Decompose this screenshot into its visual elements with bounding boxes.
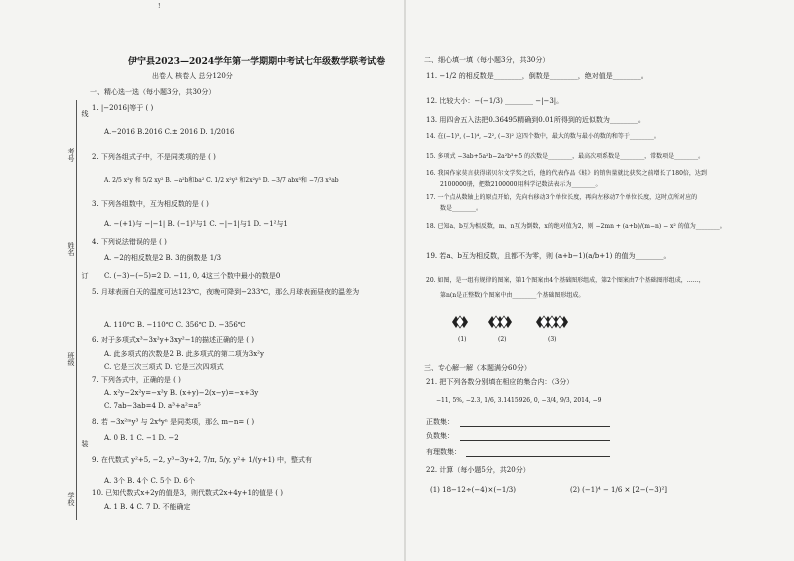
binding-line	[76, 100, 77, 520]
figure-3-label: (3)	[548, 336, 557, 343]
question-21: 21. 把下列各数分别填在相应的集合内：（3分）	[426, 378, 574, 386]
question-1: 1. |−2016|等于 ( )	[92, 104, 154, 112]
binding-class: 班级	[67, 352, 75, 366]
question-10-options: A. 1 B. 4 C. 7 D. 不能确定	[104, 503, 191, 511]
question-3: 3. 下列各组数中，互为相反数的是 ( )	[92, 200, 209, 208]
page-fold	[404, 0, 406, 561]
question-2: 2. 下列各组式子中，不是同类项的是 ( )	[92, 153, 216, 161]
question-4: 4. 下列说法错误的是 ( )	[92, 238, 167, 246]
question-7-options-ab: A. x²y−2x²y=−x²y B. (x+y)−2(x−y)=−x+3y	[104, 389, 259, 397]
binding-name: 姓名	[67, 242, 75, 256]
question-4-options-cd: C. (−3)−(−5)=2 D. −11, 0, 4这三个数中最小的数是0	[104, 272, 281, 280]
question-20-line-1: 20. 如图，是一组有规律的图案，第1个图案由4个基础图形组成，第2个图案由7个基础图形组成，……，	[426, 277, 705, 284]
question-2-options: A. 2/5 x²y 和 5/2 xy² B. −a²b和ba² C. 1/2 x²y³ 和2x²y³ D. −3/7 abx³和 −7/3 x³ab	[104, 177, 339, 184]
question-22-part-2: (2) (−1)⁴ − 1/6 × [2−(−3)²]	[570, 486, 667, 494]
positive-set-answer-line	[460, 426, 610, 427]
question-22-part-1: (1) 18−12÷(−4)×(−1/3)	[430, 486, 516, 494]
positive-set-label: 正数集：	[426, 418, 454, 426]
binding-seal-char: 装	[81, 440, 89, 447]
binding-exam-no: 考号	[67, 148, 75, 162]
question-5-options: A. 110℃ B. −110℃ C. 356℃ D. −356℃	[104, 321, 246, 329]
negative-set-label: 负数集：	[426, 432, 454, 440]
question-10: 10. 已知代数式x+2y的值是3，则代数式2x+4y+1的值是 ( )	[92, 489, 283, 497]
question-17-line-2: 数是________。	[440, 205, 483, 212]
section-1-heading: 一、精心选一选（每小题3分，共30分）	[90, 88, 216, 96]
figure-1-label: (1)	[458, 336, 467, 343]
question-6-options-cd: C. 它是三次三项式 D. 它是三次四项式	[104, 363, 224, 371]
question-12: 12. 比较大小：−(−1/3) ________ −|−3|。	[426, 97, 564, 105]
question-4-options-ab: A. −2的相反数是2 B. 3的倒数是 1/3	[104, 254, 222, 262]
question-16-line-2: 2100000册，把数2100000用科学记数法表示为________。	[440, 181, 602, 188]
question-1-options: A.−2016 B.2016 C.± 2016 D. 1/2016	[104, 128, 235, 136]
question-7-options-cd: C. 7ab−3ab=4 D. a³+a²=a⁵	[104, 402, 201, 410]
question-5: 5. 月球表面白天的温度可达123℃，夜晚可降到−233℃，那么月球表面昼夜的温差为	[92, 288, 360, 296]
question-3-options: A. −(+1)与 −|−1| B. (−1)²与1 C. −|−1|与1 D. −1²与1	[104, 220, 288, 228]
question-15: 15. 多项式 −3ab+5a²b−2a²b³+5 的次数是________，最高次项系数是________，常数项是________。	[426, 153, 705, 160]
question-19: 19. 若a、b互为相反数，且都不为零，则 (a+b−1)(a/b+1) 的值为________。	[426, 252, 671, 260]
question-22: 22. 计算（每小题5分，共20分）	[426, 466, 530, 474]
question-13: 13. 用四舍五入法把0.36495精确到0.01所得到的近似数为________。	[426, 116, 645, 124]
binding-school: 学校	[67, 492, 75, 506]
question-14: 14. 在(−1)³, (−1)⁴, −2², (−3)² 这四个数中，最大的数与最小的数的和等于________。	[426, 133, 660, 140]
question-17-line-1: 17. 一个点从数轴上的原点开始，先向右移动3个单位长度，再向左移动7个单位长度，这时点所对应的	[426, 194, 698, 201]
page-title: 伊宁县2023—2024学年第一学期期中考试七年级数学联考试卷	[128, 57, 386, 67]
question-20-line-2: 第n(n是正整数)个图案中由________个基础图形组成。	[440, 292, 585, 299]
question-6-options-ab: A. 此多项式的次数是2 B. 此多项式的第二项为3x²y	[104, 350, 264, 358]
pattern-figures-svg	[448, 310, 608, 346]
section-2-heading: 二、细心填一填（每小题3分，共30分）	[424, 56, 550, 64]
question-18: 18. 已知a、b互为相反数，m、n互为倒数，x的绝对值为2，则 −2mn + (a+b)/(m−n) − x² 的值为________。	[426, 223, 726, 230]
figure-2-label: (2)	[498, 336, 507, 343]
top-mark: !	[158, 3, 161, 10]
binding-order-char: 订	[81, 272, 89, 279]
exam-meta: 出卷人 核卷人 总分120分	[152, 72, 233, 80]
question-16-line-1: 16. 我国作家莫言获得诺贝尔文学奖之后，他的代表作品《蛙》的销售量就比获奖之前增长了180倍，达到	[426, 170, 707, 177]
question-8-options: A. 0 B. 1 C. −1 D. −2	[104, 434, 179, 442]
binding-line-char: 线	[81, 110, 89, 117]
question-9-options: A. 3个 B. 4个 C. 5个 D. 6个	[104, 477, 195, 485]
question-6: 6. 对于多项式x³−3x²y+3xy²−1的描述正确的是 ( )	[92, 336, 254, 344]
negative-set-answer-line	[460, 440, 610, 441]
section-3-heading: 三、专心解一解（本题满分60分）	[424, 364, 531, 372]
rational-set-answer-line	[466, 456, 610, 457]
question-7: 7. 下列各式中，正确的是 ( )	[92, 376, 181, 384]
pattern-figures	[448, 310, 608, 346]
question-21-numbers: −11, 5%, −2.3, 1/6, 3.1415926, 0, −3/4, 9/3, 2014, −9	[436, 397, 602, 404]
rational-set-label: 有理数集：	[426, 448, 461, 456]
question-8: 8. 若 −3x²ᵐy³ 与 2x⁴yⁿ 是同类项，那么 m−n= ( )	[92, 418, 255, 426]
question-11: 11. −1/2 的相反数是________，倒数是________，绝对值是________。	[426, 72, 648, 80]
question-9: 9. 在代数式 y²+5, −2, y³−3y+2, 7/π, 5/y, y²+ 1/(y+1) 中，整式有	[92, 456, 313, 464]
